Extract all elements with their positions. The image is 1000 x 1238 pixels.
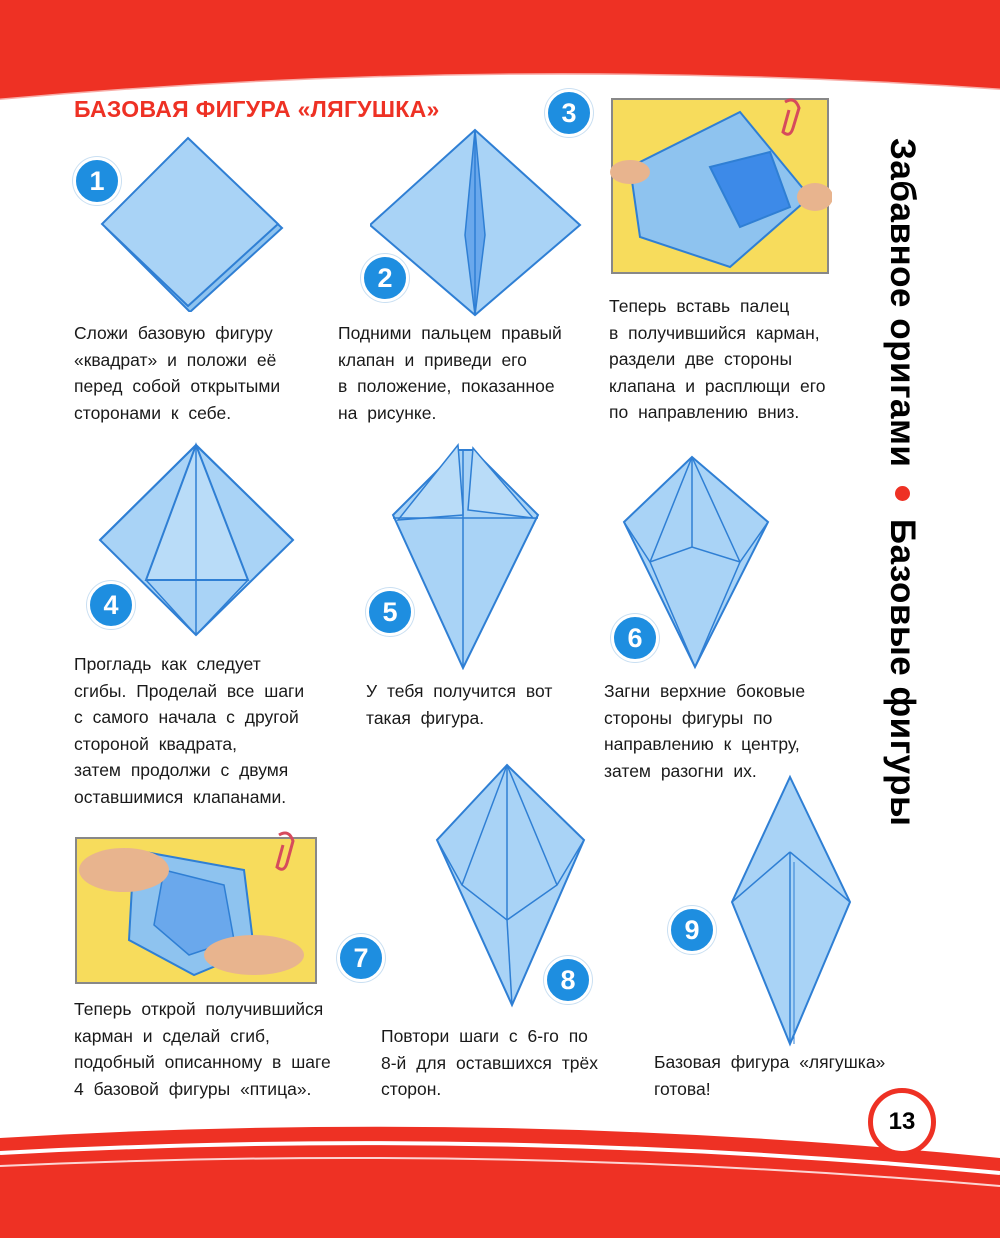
step9-illustration: [728, 772, 858, 1052]
top-red-banner: [0, 0, 1000, 110]
bottom-red-banner: [0, 1098, 1000, 1238]
step1-text: Сложи базовую фигуру «квадрат» и положи её перед собой открытыми сторонами к себе.: [74, 323, 281, 423]
step-number-badge: 8: [544, 956, 592, 1004]
step9-text: Базовая фигура «лягушка» готова!: [654, 1052, 886, 1099]
step3-photo: [610, 97, 832, 277]
step-number-badge: 4: [87, 581, 135, 629]
step-number-badge: 3: [545, 89, 593, 137]
step-number-badge: 9: [668, 906, 716, 954]
side-header-part1: Забавное оригами: [883, 138, 922, 468]
step8-text: Повтори шаги с 6-го по 8-й для оставшихся трёх сторон.: [381, 1026, 598, 1099]
page-title: БАЗОВАЯ ФИГУРА «ЛЯГУШКА»: [74, 96, 440, 122]
step2-text: Подними пальцем правый клапан и приведи его в положение, показанное на рисунке.: [338, 323, 562, 423]
page-number: 13: [868, 1088, 936, 1156]
step2-illustration: [370, 125, 590, 325]
step1-illustration: [100, 132, 300, 312]
step6-text: Загни верхние боковые стороны фигуры по направлению к центру, затем разогни их.: [604, 681, 806, 781]
step-number-badge: 7: [337, 934, 385, 982]
step4-text: Прогладь как следует сгибы. Проделай все шаги с самого начала с другой стороной квадрата, затем продолжи с двумя оставшимися клапанами.: [74, 654, 305, 807]
step-number-badge: 6: [611, 614, 659, 662]
side-header-part2: Базовые фигуры: [883, 518, 922, 827]
step-number-badge: 2: [361, 254, 409, 302]
side-header: [882, 138, 922, 826]
bullet-dot-icon: [895, 486, 910, 501]
step5-illustration: [388, 440, 548, 670]
step3-text: Теперь вставь палец в получившийся карман, раздели две стороны клапана и расплющи его по направлению вниз.: [609, 296, 826, 422]
step-number-badge: 1: [73, 157, 121, 205]
step-number-badge: 5: [366, 588, 414, 636]
step5-text: У тебя получится вот такая фигура.: [366, 681, 553, 728]
step7-photo: [74, 830, 324, 990]
step7-text: Теперь открой получившийся карман и сделай сгиб, подобный описанному в шаге 4 базовой фигуры «птица».: [74, 999, 331, 1099]
